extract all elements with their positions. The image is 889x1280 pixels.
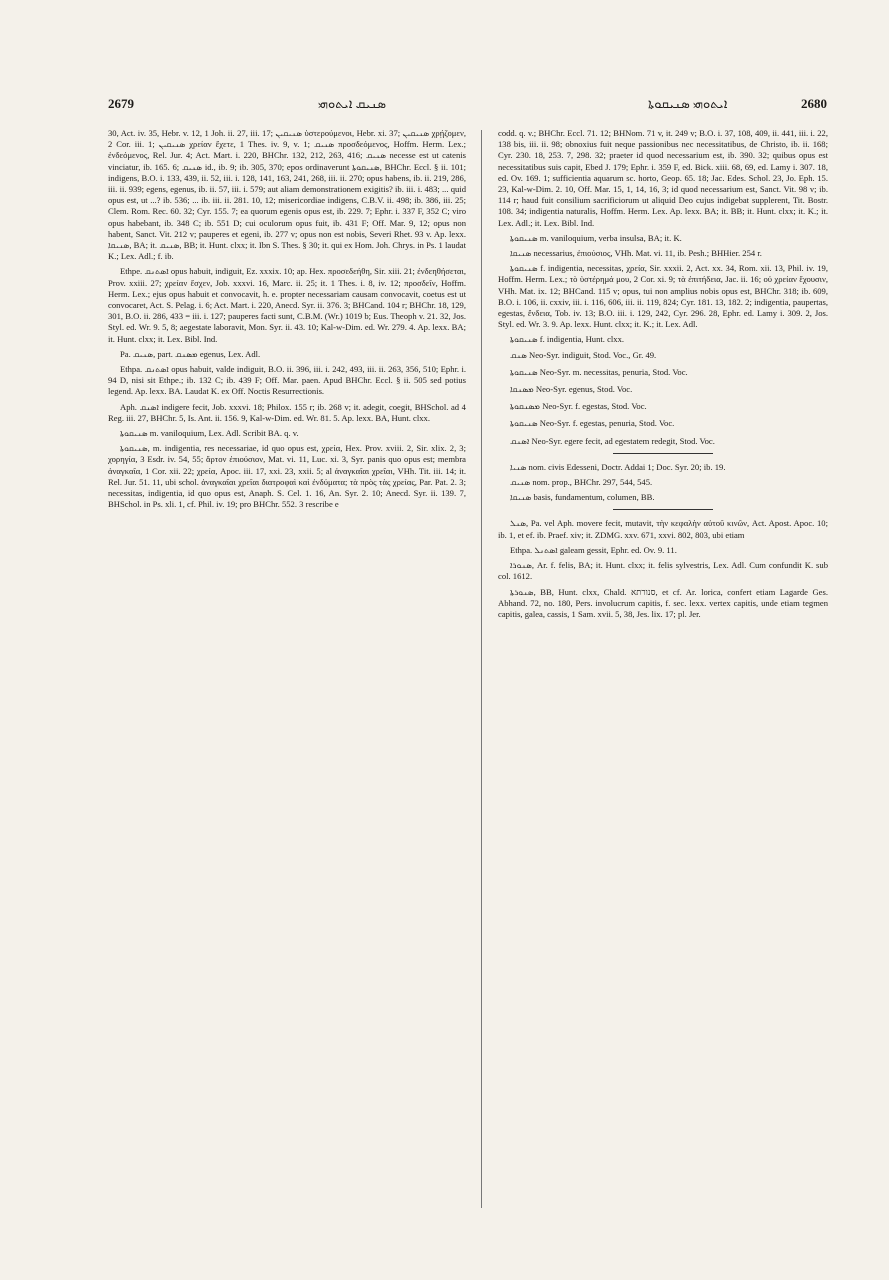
entry-paragraph: Pa. ܣܢܝܩ, part. ܡܣܢܩ egenus, Lex. Adl.	[120, 348, 261, 359]
right-column	[498, 128, 828, 624]
entry-paragraph: ܣܢܝܩܘܬܐ m. vaniloquium, verba insulsa, BA; it. K.	[510, 232, 682, 243]
neo-syriac-entry: ܣܢܩ Neo-Syr. indiguit, Stod. Voc., Gr. 49.	[510, 349, 657, 360]
right-running-title: ܐܝܬܘܗܝ ܣܢܝܩܘܬܐ	[648, 96, 728, 111]
neo-syriac-entry: ܣܢܝܩܘܬܐ Neo-Syr. m. necessitas, penuria, Stod. Voc.	[510, 366, 688, 377]
neo-syriac-entry: ܡܣܢܩܘܬܐ Neo-Syr. f. egestas, Stod. Voc.	[510, 401, 647, 412]
page-header	[108, 96, 827, 112]
entry-paragraph: ܣܢܝܩܘܬܐ m. vaniloquium, Lex. Adl. Scribit BA. q. v.	[120, 428, 299, 439]
right-page-number: 2680	[801, 96, 827, 111]
entry-paragraph: ܣܢܝܩܘܬܐ f. indigentia, Hunt. clxx.	[510, 334, 625, 345]
entry-paragraph: ܣܢܝܩܐ basis, fundamentum, columen, BB.	[510, 492, 655, 503]
entry-paragraph: codd. q. v.; BHChr. Eccl. 71. 12; BHNom. 71 v, it. 249 v; B.O. i. 37, 108, 409, ii. 441, iii. i. 22, 138 bis, iii. ii. 98; obnoxius fuit neque passionibus nec necessitatibus, de Christo, ib. ii. 168; Cyr. 230. 18, 253. 7, 298. 32; praeter id quod necessarium est, ib. 390. 32; quibus opus est necessitatibus suis capit, Ebed J. 179; Ephr. i. 359 F, ed. Bick. xiii. 68, 69, ed. Lamy i. 307. 18, ed. Ov. 169. 1; sufficientia aquarum sc. horto, Geop. 65. 18; Jac. Edes. Schol. 23, Jo. Eph. 15. 23, Kal-w-Dim. 2. 10, Off. Mar. 15, 1, 14, 16, 3; id quod necessarium est, Sanct. Vit. 98 v; ib. 114 r; haud fuit consilium sacrificiorum ut aliquid Deo cujus indigebat supplerent, Tit. Bostr. 108. 34; indigentia naturalis, Hoffm. Herm. Lex. Ap. lexx. BA; it. BB; it. Hunt. clxx; it. K.; it. Lex. Adl.; it. Lex. Bibl. Ind.	[498, 128, 828, 228]
entry-paragraph: ܣܢܝܐ nom. civis Edesseni, Doctr. Addai 1; Doc. Syr. 20; ib. 19.	[510, 461, 726, 472]
entry-paragraph: Ethpa. ܐܣܬܢܠ galeam gessit, Ephr. ed. Ov. 9. 11.	[510, 544, 677, 555]
left-running-title: ܣܢܝܩ ܐܝܬܘܗܝ	[318, 96, 387, 111]
neo-syriac-entry: ܐܣܢܩ Neo-Syr. egere fecit, ad egestatem redegit, Stod. Voc.	[510, 435, 715, 446]
column-divider	[481, 130, 482, 1208]
entry-paragraph: ܣܢܝܩܘܬܐ, m. indigentia, res necessariae, id quo opus est, χρεία, Hex. Prov. xviii. 2, Sir. xlix. 2, 3; χορηγία, 3 Esdr. iv. 54, 55; ἄρτον ἐπιούσιον, Mat. vi. 11, Luc. xi. 3, Syr. panis quo opus est; membra ἀναγκαῖα, 1 Cor. xii. 22; χρεία, Apoc. iii. 17, xxi. 23, xxii. 5; al ἀναγκαῖαι χρεῖαι, VHh. Tit. iii. 14; it. Rel. Jur. 51. 11, ubi schol. ἀναγκαῖαι χρεῖαι διατροφαὶ καὶ ἐνδύματα; τὰ πρὸς τὰς χρείας, Par. Pat. 2. 3; necessitas, indigentia, id quo opus est, Anaph. S. Cel. 1. 16, An. Syr. 2. 10; Anecd. Syr. ii. 139. 7, BHSchol. in Ps. xli. 1, cf. Phil. iv. 19; pro BHChr. 552. 3 rescribe e	[108, 443, 466, 510]
left-page-number: 2679	[108, 96, 134, 111]
section-rule	[613, 453, 713, 454]
entry-paragraph: ܣܢܠ, Pa. vel Aph. movere fecit, mutavit, τὴν κεφαλὴν αὐτοῦ κινῶν, Act. Apost. Apoc. 10; ib. 1, et ef. ib. Praef. xiv; it. ZDMG. xxv. 671, xxvi. 802, 803, ubi etiam	[498, 518, 828, 540]
neo-syriac-entry: ܣܢܝܩܘܬܐ Neo-Syr. f. egestas, penuria, Stod. Voc.	[510, 418, 675, 429]
entry-paragraph: Aph. ܐܣܢܩ indigere fecit, Job. xxxvi. 18; Philox. 155 r; ib. 268 v; it. adegit, coegit, BHSchol. ad 4 Reg. iii. 27, BHChr. 5, Is. Ant. ii. 156. 9, Kal-w-Dim. ed. Wr. 81. 5. Ap. lexx. BA, Hunt. clxx.	[108, 401, 466, 423]
section-rule	[613, 509, 713, 510]
neo-syriac-entry: ܡܣܢܩܐ Neo-Syr. egenus, Stod. Voc.	[510, 384, 633, 395]
entry-paragraph: ܣܢܝܩܘܬܐ f. indigentia, necessitas, χρεία, Sir. xxxii. 2, Act. xx. 34, Rom. xii. 13, Phil. iv. 19, Hoffm. Herm. Lex.; τὸ ὑστέρημά μου, 2 Cor. xi. 9; τὰ ἐπιτήδεια, Jac. ii. 16; οὐ χρείαν ἔχουσιν, VHh. Mat. ix. 12; BHCand. 115 v; opus, tui non amplius nobis opus est, BHChr. 318; ib. 609, B.O. i. 106, ii. cxxiv, iii. i. 116, 606, iii. ii. 119, 824; Cyr. 181. 13, 182. 2; indigentia, paupertas, egestas, ἔνδεια, Tob. iv. 13; B.O. iii. i. 129, 242, Cyr. 296. 28, Ephr. ed. Lamy i. 309. 2, Jos. Styl. ed. Wr. 3. 9. Ap. lexx. Hunt. clxx; it. K.; it. Lex. Adl.	[498, 263, 828, 330]
entry-paragraph: ܣܢܘܪܐ, Ar. f. felis, BA; it. Hunt. clxx; it. felis sylvestris, Lex. Adl. Cum confundit K. sub col. 1612.	[498, 560, 828, 582]
entry-paragraph: ܣܢܝܩ nom. prop., BHChr. 297, 544, 545.	[510, 477, 653, 488]
entry-paragraph: ܣܢܘܪܬܐ, BB, Hunt. clxx, Chald. סנורתא, et cf. Ar. lorica, confert etiam Lagarde Ges. Abhand. 72, no. 180, Pers. involucrum capitis, f. sec. lexx. vertex capitis, unde etiam tegmen capitis, galea, cassis, 1 Sam. xvii. 5, 38, Jes. lix. 17; pl. Jer.	[498, 586, 828, 619]
left-column	[108, 128, 466, 515]
entry-paragraph: Ethpa. ܐܣܬܢܩ opus habuit, valde indiguit, B.O. ii. 396, iii. i. 242, 493, iii. ii. 263, 356, 510; Ephr. i. 94 D, nisi sit Ethpe.; ib. 132 C; ib. 439 F; Off. Mar. paen. Apud BHChr. Eccl. § ii. 505 sed potius legend. Ap. lexx. BA. Laudat K. ex Off. Noctis Resurrectionis.	[108, 364, 466, 397]
entry-paragraph: ܣܢܝܩܐ necessarius, ἐπιούσιος, VHh. Mat. vi. 11, ib. Pesh.; BHHier. 254 r.	[510, 248, 762, 259]
entry-paragraph: Ethpe. ܐܣܬܢܩ opus habuit, indiguit, Ez. xxxix. 10; ap. Hex. προσεδεήθη, Sir. xiii. 21; ἐνδεηθήσεται, Prov. xxiii. 27; χρείαν ἔσχεν, Job. xxxvi. 16, Marc. ii. 25; it. 1 Thes. i. 8, iv. 12; προσδεῖν, Hoffm. Herm. Lex.; ejus opus habuit et convocavit, h. e. propter necessariam causam convocavit, coetus est ut convocaret, Act. S. Pelag. i. 6; Act. Mart. i. 220, Anecd. Syr. ii. 376. 3; BHCand. 104 r; BHChr. 18, 129, 301, B.O. ii. 286, 433 = iii. i. 127; pauperes facti sunt, C.B.M. (Wr.) 1019 b; Eus. Theoph v. 21. 32, Jos. Styl. ed. Wr. 9. 5, 8; aegestate laboravit, Mon. Syr. ii. 43. 10; Kal-w-Dim. ed. Wr. 279. 4. Ap. lexx. BA; it. Hunt. clxx; it. Lex. Bibl. Ind.	[108, 266, 466, 344]
entry-paragraph: 30, Act. iv. 35, Hebr. v. 12, 1 Joh. ii. 27, iii. 17; ܣܢܝܩܝܢ ὑστερούμενοι, Hebr. xi. 37; ܣܢܝܩܝܢ χρῄζομεν, 2 Cor. iii. 1; ܣܢܝܩܝܢ χρείαν ἔχετε, 1 Thes. iv. 9, v. 1; ܣܢܝܩ προσδεόμενος, Hoffm. Herm. Lex.; ἐνδεόμενος, Rel. Jur. 4; Act. Mart. i. 220, BHChr. 132, 212, 263, 416; ܣܢܝܩ necesse est ut catenis vinciatur, ib. 165. 6; ܣܢܝܩ id., ib. 9; ib. 305, 370; epos ordinaverunt ܣܢܝܩܘܬܐ, BHChr. Eccl. § ii. 101; indigens, B.O. i. 133, 439, ii. 52, iii. i. 128, 141, 163, 241, 268, iii. ii. 270; opus habens, ib. ii. 219, 286, iii. ii. 939; egens, egenus, ib. ii. 57, iii. i. 579; aut aliam demonstrationem exigitis? ib. iii. i. 483; ... quid opus est, ut ...? ib. 536; ... ib. iii. ii. 281. 10, 12; misericordiae indigens, C.B.V. ii. 498; ib. 386, iii. 25; Clem. Rom. Rec. 60. 32; Cyr. 155. 7; ea quorum egenis opus est, ib. 229. 7; Ephr. i. 337 F, 352 C; viro opus habebant, ib. 348 C; ib. 551 D; cui oculorum opus fuit, ib. 431 F; Off. Mar. 9, 12; opus non habent, Sanct. Vit. 212 v; pauperes et egeni, ib. 277 v; opus non est nobis, Severi Rhet. 93 v. Ap. lexx. ܣܢܝܩܐ, BA; it. ܣܢܝܩ, BB; it. Hunt. clxx; it. Ibn S. Thes. § 30; it. qui ex Hom. Joh. Chrys. in Ps. 1 laudat K.; Lex. Adl.; f. ib.	[108, 128, 467, 262]
